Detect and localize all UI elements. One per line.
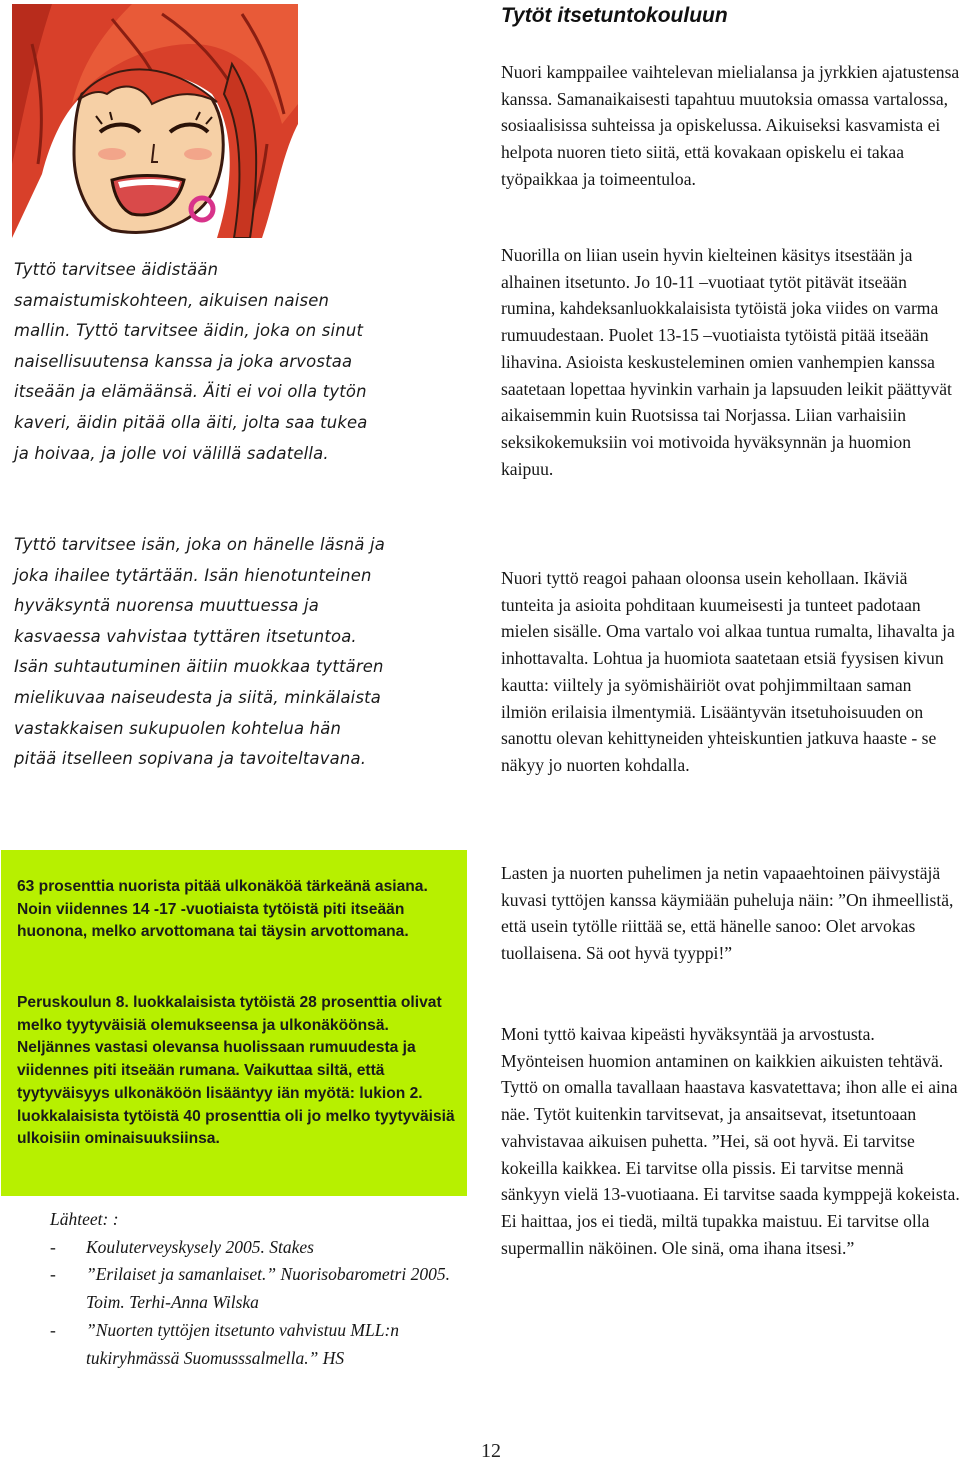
source-item [50,1261,470,1316]
self-image-paragraph: Nuorilla on liian usein hyvin kielteinen käsitys itsestään ja alhainen itsetunto. Jo 10-11 –vuotiaat tytöt pitävät itseään rumina, kahdeksanluokkalaisista tytöistä joka viides on varma rumuudestaan. Puolet 13-15 –vuotiaista tytöistä pitää itseään lihavina. Asioista keskusteleminen omien vanhempien kanssa saatetaan lopettaa hyvinkin varhain ja lapsuuden leikit päättyvät aikaisemmin kuin Ruotsissa tai Norjassa. Liian varhaisiin seksikokemuksiin voi motivoida hyväksynnän ja huomion kaipuu. [501,245,952,479]
statistics-paragraph-1: 63 prosenttia nuorista pitää ulkonäköä tärkeänä asiana. Noin viidennes 14 -17 -vuotiaista tytöistä piti itseään huonona, melko arvottomana tai täysin arvottomana. [17,878,428,941]
source-text: Kouluterveyskysely 2005. Stakes [86,1236,314,1257]
statistics-paragraph-2: Peruskoulun 8. luokkalaisista tytöistä 28 prosenttia olivat melko tyytyväisiä olemukseensa ja ulkonäköönsä. Neljännes vastasi olevansa huolissaan rumuudesta ja viidennes piti itseään rumana. Vaikuttaa siltä, että tyytyväisyys ulkonäköön lisääntyy iän myötä: lukion 2. luokkalaisista tytöistä 40 prosenttia oli jo melko tyytyväisiä ulkoisiin ominaisuuksiinsa. [17,994,455,1148]
source-item [50,1234,470,1262]
father-paragraph: Tyttö tarvitsee isän, joka on hänelle läsnä ja joka ihailee tytärtään. Isän hienotunteinen hyväksyntä nuorensa muuttuessa ja kasvaessa vahvistaa tyttären itsetuntoa. Isän suhtautuminen äitiin muokkaa tyttären mielikuvaa naiseudesta ja siitä, minkälaista vastakkaisen sukupuolen kohtelua hän pitää itselleen sopivana ja tavoiteltavana. [14,535,385,769]
source-text: ”Erilaiset ja samanlaiset.” Nuorisobarometri 2005. Toim. Terhi-Anna Wilska [86,1264,450,1313]
smiling-girl-illustration [12,4,298,238]
source-text: ”Nuorten tyttöjen itsetunto vahvistuu MLL:n tukiryhmässä Suomusssalmella.” HS [86,1319,400,1368]
list-dash: - [50,1264,56,1285]
page-number: 12 [481,1440,501,1462]
recognition-paragraph: Moni tyttö kaivaa kipeästi hyväksyntää ja arvostusta. Myönteisen huomion antaminen on kaikkien aikuisten tehtävä. Tyttö on omalla tavallaan haastava kasvatettava; ihon alle ei aina näe. Tytöt kuitenkin tarvitsevat, ja ansaitsevat, itsetuntoaan vahvistavaa aikuisen puhetta. ”Hei, sä oot hyvä. Ei tarvitse kokeilla kaikkea. Ei tarvitse olla pissis. Ei tarvitse mennä sänkyyn vielä 13-vuotiaana. Ei tarvitse saada kymppejä kokeista. Ei haittaa, jos ei tiedä, miltä tupakka maistuu. Ei tarvitse olla supermallin näköinen. Ole sinä, oma ihana itsesi.” [501,1024,960,1258]
sources-heading: Lähteet: : [50,1209,119,1229]
body-reaction-paragraph: Nuori tyttö reagoi pahaan oloonsa usein kehollaan. Ikäviä tunteita ja asioita pohditaan kuumeisesti ja tunteet padotaan mielen sisälle. Oma vartalo voi alkaa tuntua rumalta, lihavalta ja inhottavalta. Lohtua ja huomiota saatetaan etsiä fyysisen kivun kautta: viiltely ja syömishäiriöt ovat pohjimmiltaan saman ilmiön erilaisia ilmentymiä. Lisääntyvän itsetuhoisuuden on sanottu olevan kehittyneiden yhteiskuntien jatkuva haaste - se näkyy jo nuorten kohdalla. [501,568,955,775]
helpline-paragraph: Lasten ja nuorten puhelimen ja netin vapaaehtoinen päivystäjä kuvasi tyttöjen kanssa käymiään puheluja näin: ”On ihmeellistä, että usein tytölle riittää se, että hänelle sanoo: Olet arvokas tuollaisena. Sä oot hyvä tyyppi!” [501,863,954,964]
list-dash: - [50,1319,56,1340]
source-item [50,1317,470,1372]
sources-list [50,1206,470,1372]
mother-paragraph: Tyttö tarvitsee äidistään samaistumiskohteen, aikuisen naisen mallin. Tyttö tarvitsee äidin, joka on sinut naisellisuutensa kanssa ja joka arvostaa itseään ja elämäänsä. Äiti ei voi olla tytön kaveri, äidin pitää olla äiti, jolta saa tukea ja hoivaa, ja jolle voi välillä sadatella. [14,260,368,463]
list-dash: - [50,1236,56,1257]
intro-paragraph: Nuori kamppailee vaihtelevan mielialansa ja jyrkkien ajatustensa kanssa. Samanaikaisesti tapahtuu muutoksia omassa vartalossa, sosiaalisissa suhteissa ja opiskelussa. Aikuiseksi kasvamista ei helpota nuoren tieto siitä, että kovakaan opiskelu ei takaa työpaikkaa ja toimeentuloa. [501,62,960,189]
page-title: Tytöt itsetuntokouluun [501,4,728,27]
statistics-box [1,850,467,1196]
